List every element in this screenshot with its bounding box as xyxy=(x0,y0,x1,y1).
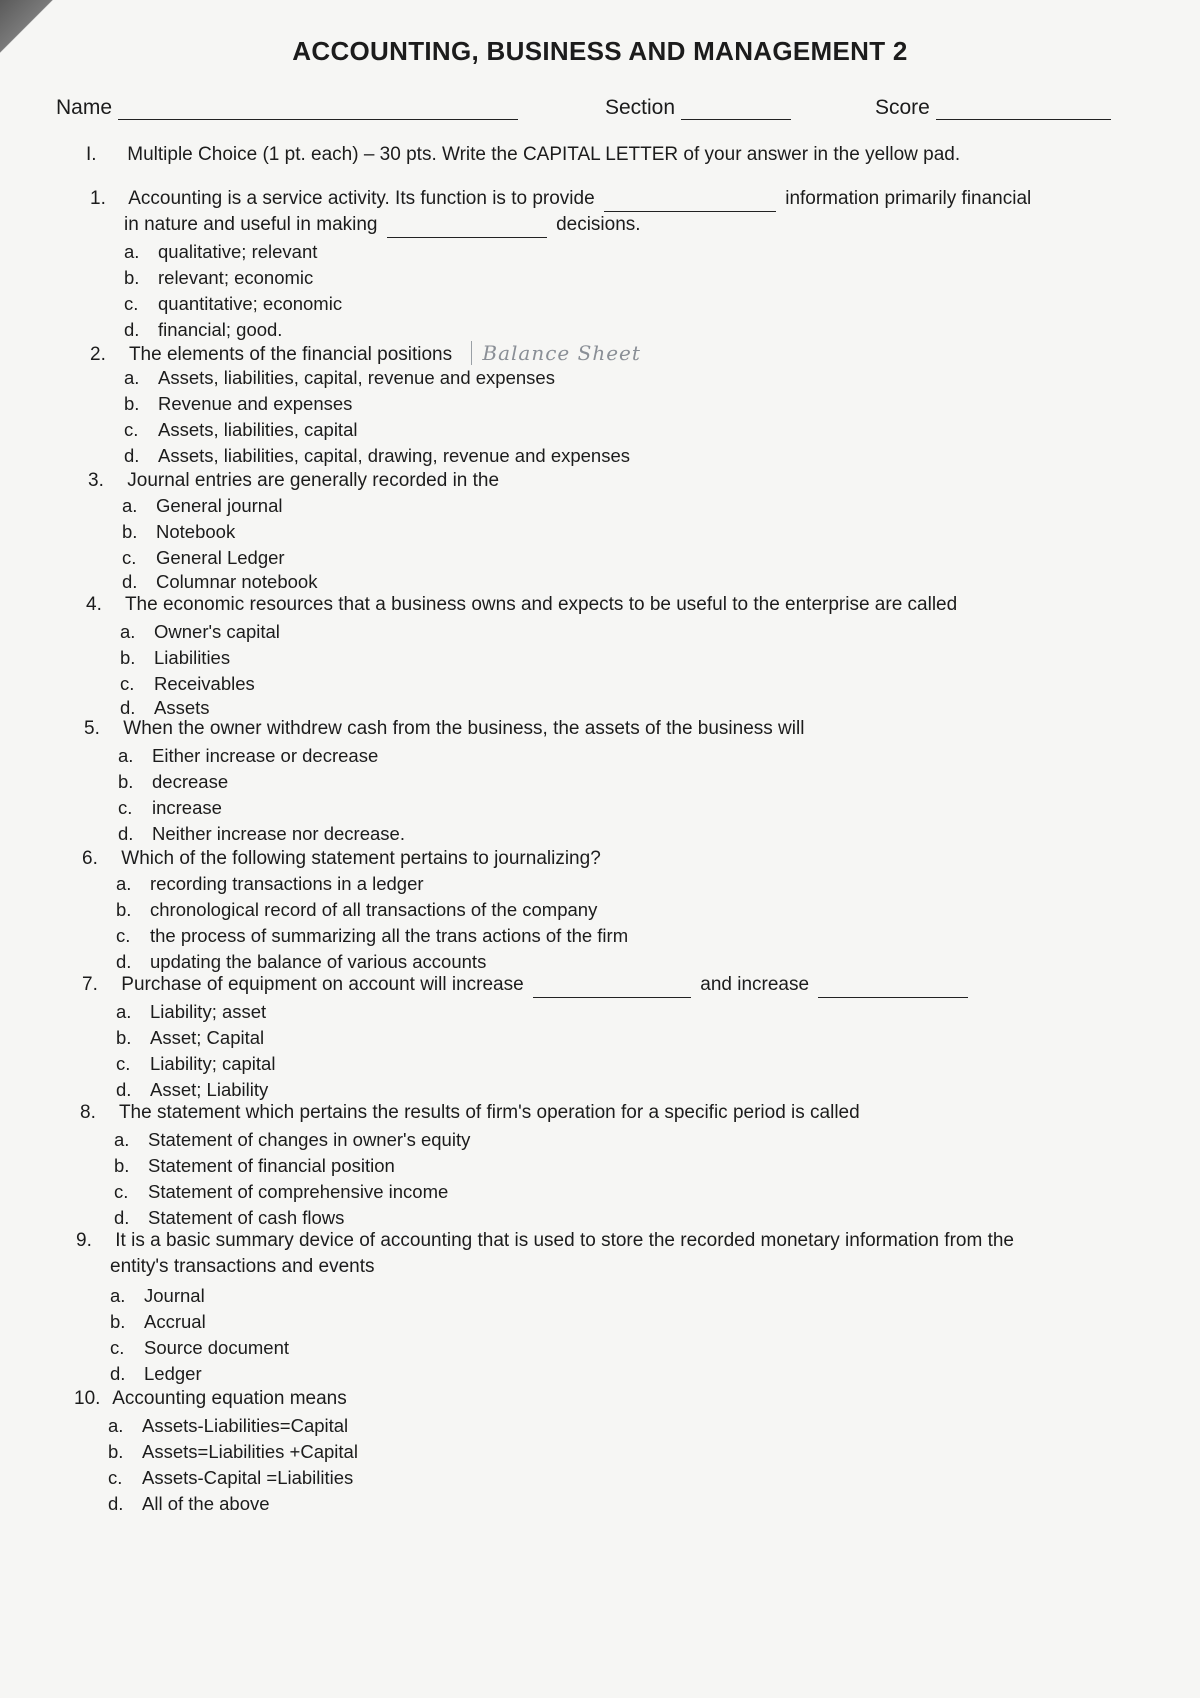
option-4d[interactable]: d. Assets xyxy=(120,697,210,718)
option-1d[interactable]: d. financial; good. xyxy=(124,319,283,340)
question-1-line2 xyxy=(124,212,641,238)
option-7d[interactable]: d. Asset; Liability xyxy=(116,1079,269,1100)
option-10c[interactable]: c. Assets-Capital =Liabilities xyxy=(108,1467,354,1488)
option-7a[interactable]: a. Liability; asset xyxy=(116,1001,267,1022)
option-3c[interactable]: c. General Ledger xyxy=(122,547,285,568)
option-8d[interactable]: d. Statement of cash flows xyxy=(114,1207,345,1228)
option-6c[interactable]: c. the process of summarizing all the trans actions of the firm xyxy=(116,925,629,946)
option-1b[interactable]: b. relevant; economic xyxy=(124,267,314,288)
option-5b[interactable]: b. decrease xyxy=(118,771,229,792)
question-3 xyxy=(88,468,499,494)
option-6d[interactable]: d. updating the balance of various accounts xyxy=(116,951,487,972)
option-8a[interactable]: a. Statement of changes in owner's equity xyxy=(114,1129,471,1150)
option-3a[interactable]: a. General journal xyxy=(122,495,283,516)
answer-blank xyxy=(818,979,968,998)
instructions-text: Multiple Choice (1 pt. each) – 30 pts. Write the CAPITAL LETTER of your answer in the yellow pad. xyxy=(127,144,961,165)
question-text: Which of the following statement pertains to journalizing? xyxy=(121,848,601,869)
option-3d[interactable]: d. Columnar notebook xyxy=(122,571,318,592)
name-label: Name xyxy=(56,96,113,119)
answer-blank xyxy=(387,219,547,238)
question-8 xyxy=(80,1100,860,1126)
question-text: When the owner withdrew cash from the business, the assets of the business will xyxy=(123,718,805,739)
option-2b[interactable]: b. Revenue and expenses xyxy=(124,393,353,414)
question-6 xyxy=(82,846,601,872)
question-text: decisions. xyxy=(556,214,641,235)
score-label: Score xyxy=(875,96,930,119)
score-blank[interactable] xyxy=(936,99,1111,120)
option-4c[interactable]: c. Receivables xyxy=(120,673,255,694)
section-number: I. xyxy=(86,144,97,165)
answer-blank xyxy=(533,979,691,998)
question-9-line2 xyxy=(110,1254,375,1280)
option-7c[interactable]: c. Liability; capital xyxy=(116,1053,276,1074)
option-10d[interactable]: d. All of the above xyxy=(108,1493,270,1514)
question-text: entity's transactions and events xyxy=(110,1256,375,1277)
question-text: in nature and useful in making xyxy=(124,214,378,235)
question-2 xyxy=(90,340,641,368)
instructions xyxy=(86,144,960,166)
option-6a[interactable]: a. recording transactions in a ledger xyxy=(116,873,424,894)
question-text: Accounting is a service activity. Its function is to provide xyxy=(128,188,595,209)
question-text: and increase xyxy=(700,974,810,995)
option-2a[interactable]: a. Assets, liabilities, capital, revenue and expenses xyxy=(124,367,555,388)
option-4a[interactable]: a. Owner's capital xyxy=(120,621,280,642)
option-1a[interactable]: a. qualitative; relevant xyxy=(124,241,318,262)
option-4b[interactable]: b. Liabilities xyxy=(120,647,231,668)
option-9b[interactable]: b. Accrual xyxy=(110,1311,206,1332)
section-blank[interactable] xyxy=(681,99,791,120)
option-10b[interactable]: b. Assets=Liabilities +Capital xyxy=(108,1441,358,1462)
question-1 xyxy=(90,186,1150,212)
option-8c[interactable]: c. Statement of comprehensive income xyxy=(114,1181,449,1202)
option-9a[interactable]: a. Journal xyxy=(110,1285,205,1306)
option-9d[interactable]: d. Ledger xyxy=(110,1363,202,1384)
question-number: 3. xyxy=(88,470,104,491)
question-text: Accounting equation means xyxy=(112,1388,347,1409)
question-text: The statement which pertains the results of firm's operation for a specific period is called xyxy=(118,1102,860,1123)
answer-blank xyxy=(604,193,776,212)
question-number: 1. xyxy=(90,188,106,209)
question-number: 9. xyxy=(76,1230,92,1251)
question-text: Purchase of equipment on account will increase xyxy=(121,974,524,995)
section-label: Section xyxy=(605,96,676,119)
question-number: 6. xyxy=(82,848,98,869)
question-text: The elements of the financial positions xyxy=(128,344,453,365)
option-5a[interactable]: a. Either increase or decrease xyxy=(118,745,379,766)
handwritten-note: Balance Sheet xyxy=(471,341,641,365)
question-10 xyxy=(74,1386,347,1412)
question-text: It is a basic summary device of accounting that is used to store the recorded monetary information from the xyxy=(115,1230,1014,1251)
question-7 xyxy=(82,972,972,998)
question-number: 5. xyxy=(84,718,100,739)
question-9 xyxy=(76,1228,1176,1254)
question-number: 7. xyxy=(82,974,98,995)
option-5c[interactable]: c. increase xyxy=(118,797,222,818)
question-number: 10. xyxy=(74,1388,101,1409)
question-number: 2. xyxy=(90,344,106,365)
option-2d[interactable]: d. Assets, liabilities, capital, drawing, revenue and expenses xyxy=(124,445,631,466)
option-1c[interactable]: c. quantitative; economic xyxy=(124,293,343,314)
question-text: information primarily financial xyxy=(785,188,1032,209)
question-text: The economic resources that a business owns and expects to be useful to the enterprise are called xyxy=(124,594,958,615)
question-text: Journal entries are generally recorded in the xyxy=(127,470,500,491)
option-10a[interactable]: a. Assets-Liabilities=Capital xyxy=(108,1415,349,1436)
question-4 xyxy=(86,592,957,618)
option-5d[interactable]: d. Neither increase nor decrease. xyxy=(118,823,405,844)
option-6b[interactable]: b. chronological record of all transactions of the company xyxy=(116,899,598,920)
page-title: ACCOUNTING, BUSINESS AND MANAGEMENT 2 xyxy=(292,36,908,66)
question-number: 8. xyxy=(80,1102,96,1123)
option-9c[interactable]: c. Source document xyxy=(110,1337,290,1358)
option-2c[interactable]: c. Assets, liabilities, capital xyxy=(124,419,358,440)
name-field xyxy=(56,96,518,120)
option-7b[interactable]: b. Asset; Capital xyxy=(116,1027,265,1048)
score-field xyxy=(875,96,1111,120)
option-3b[interactable]: b. Notebook xyxy=(122,521,236,542)
option-8b[interactable]: b. Statement of financial position xyxy=(114,1155,395,1176)
question-5 xyxy=(84,716,804,742)
name-blank[interactable] xyxy=(118,99,518,120)
question-number: 4. xyxy=(86,594,102,615)
section-field xyxy=(605,96,791,120)
